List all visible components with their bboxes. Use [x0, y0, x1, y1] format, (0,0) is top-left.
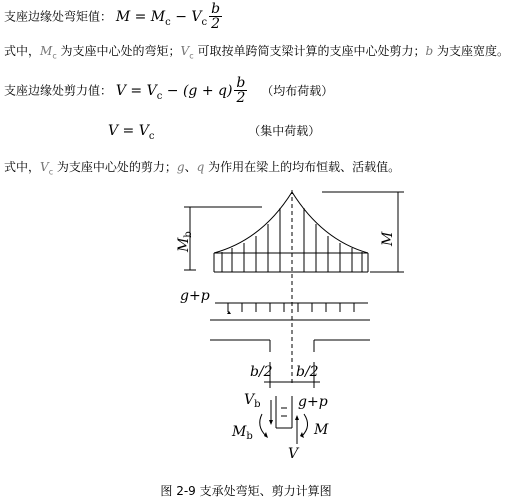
mb-label: $M_b$	[176, 231, 194, 252]
mb-arc-arrowhead	[264, 432, 268, 438]
b2-right-label: b/2	[296, 364, 319, 380]
mb-moment-arc	[260, 414, 266, 436]
moment-formula: $M = M_c - V_c$ $\frac{b}{2}$	[115, 1, 221, 32]
m2-label: M	[314, 422, 329, 438]
m-moment-arc	[302, 414, 308, 436]
gp2-label: g+p	[298, 394, 328, 410]
vb-label: $V_b$	[244, 392, 261, 410]
moment-label: 支座边缘处弯矩值：	[4, 9, 113, 24]
v-arrowhead	[295, 415, 299, 420]
gp-label: g+p	[180, 288, 210, 304]
mb2-label: $M_b$	[232, 424, 253, 442]
moment-explanation: 式中，$M_c$ 为支座中心处的弯矩；$V_c$ 可取按单跨简支梁计算的支座中心处剪力；b 为支座宽度。	[4, 44, 509, 61]
m-label: M	[380, 231, 396, 246]
b2-left-label: b/2	[250, 364, 273, 380]
shear-concentrated-formula: $V = V_c$	[108, 123, 155, 142]
v-label: V	[288, 446, 299, 462]
figure-caption: 图 2-9 支承处弯矩、剪力计算图	[160, 484, 332, 498]
shear-label: 支座边缘处剪力值：	[4, 83, 113, 98]
moment-curve	[214, 192, 368, 253]
vb-arrowhead	[269, 420, 273, 425]
uniform-load-note: （均布荷载）	[261, 83, 334, 98]
shear-explanation: 式中，$V_c$ 为支座中心处的剪力；g、q 为作用在梁上的均布恒载、活载值。	[4, 160, 401, 177]
load-arrows	[228, 303, 354, 312]
concentrated-load-note: （集中荷载）	[248, 124, 321, 138]
shear-formula: $V = V_c - (g + q)$ $\frac{b}{2}$	[115, 75, 246, 106]
